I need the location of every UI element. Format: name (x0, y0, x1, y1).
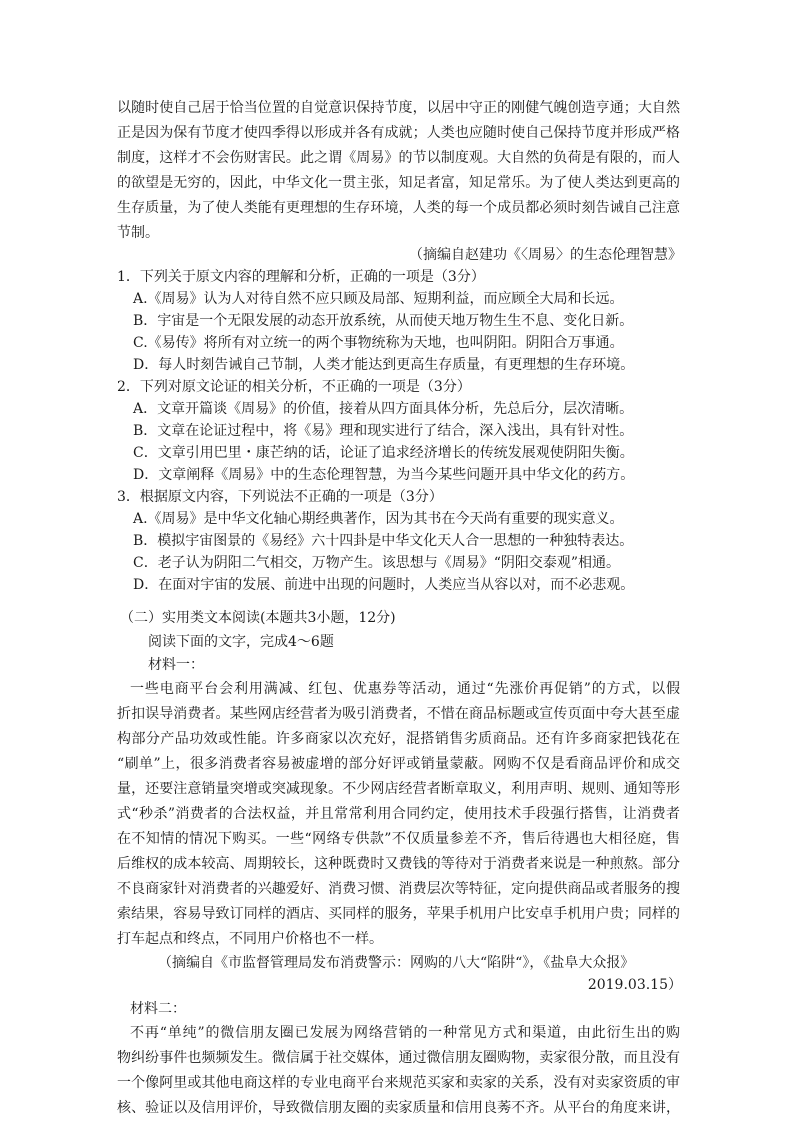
material-line: 折扣误导消费者。某些网店经营者为吸引消费者，不惜在商品标题或宣传页面中夸大甚至虚 (117, 706, 680, 722)
intro-line: 生存质量，为了使人类能有更理想的生存环境，人类的每一个成员都必须时刻告诫自己注意 (117, 200, 680, 216)
material-line: 不再“单纯”的微信朋友圈已发展为网络营销的一种常见方式和渠道，由此衍生出的购 (130, 1025, 680, 1041)
material-line: 一个像阿里或其他电商这样的专业电商平台来规范买家和卖家的关系，没有对卖家资质的审 (117, 1075, 680, 1091)
source-citation: （摘编自《市监督管理局发布消费警示：网购的八大“陷阱“》，《盐阜大众报》 (158, 955, 635, 971)
question-option: B．文章在论证过程中，将《易》理和现实进行了结合，深入浅出，具有针对性。 (133, 423, 634, 439)
material-line: “刷单”上，很多消费者容易被虚增的部分好评或销量蒙蔽。网购不仅是看商品评价和成交 (117, 756, 680, 772)
question-stem: 1．下列关于原文内容的理解和分析，正确的一项是（3分） (117, 269, 485, 285)
intro-line: 节制。 (117, 225, 159, 241)
question-option: A．文章开篇谈《周易》的价值，接着从四方面具体分析，先总后分，层次清晰。 (133, 401, 634, 417)
material-line: 构部分产品功效或性能。许多商家以次充好，混搭销售劣质商品。还有许多商家把钱花在 (117, 731, 680, 747)
material-line: 打车起点和终点，不同用户价格也不一样。 (117, 931, 383, 947)
source-citation: （摘编自赵建功《〈周易〉的生态伦理智慧》 (409, 247, 682, 263)
material-line: 在不知情的情况下购买。一些“网络专供款”不仅质量参差不齐，售后待遇也大相径庭，售 (117, 831, 680, 847)
material-line: 式“秒杀”消费者的合法权益，并且常常利用合同约定，使用技术手段强行搭售，让消费者 (117, 806, 680, 822)
question-option: B．宇宙是一个无限发展的动态开放系统，从而使天地万物生生不息、变化日新。 (133, 313, 634, 329)
material-line: 不良商家针对消费者的兴趣爱好、消费习惯、消费层次等特征，定向提供商品或者服务的搜 (117, 881, 680, 897)
material-line: 核、验证以及信用评价，导致微信朋友圈的卖家质量和信用良莠不齐。从平台的角度来讲， (117, 1100, 680, 1116)
question-option: D．文章阐释《周易》中的生态伦理智慧，为当今某些问题开具中华文化的药方。 (133, 467, 635, 483)
material-line: 物纠纷事件也频频发生。微信属于社交媒体，通过微信朋友圈购物，卖家很分散，而且没有 (117, 1050, 680, 1066)
question-stem: 2．下列对原文论证的相关分析，不正确的一项是（3分） (117, 379, 471, 395)
intro-line: 以随时使自己居于恰当位置的自觉意识保持节度，以居中守正的刚健气魄创造亨通；大自然 (117, 100, 680, 116)
question-stem: 3．根据原文内容，下列说法不正确的一项是（3分） (117, 489, 443, 505)
material-line: 后维权的成本较高、周期较长，这种既费时又费钱的等待对于消费者来说是一种煎熬。部分 (117, 856, 680, 872)
material-line: 索结果，容易导致订同样的酒店、买同样的服务，苹果手机用户比安卓手机用户贵；同样的 (117, 906, 680, 922)
material-label: 材料一： (148, 657, 204, 673)
section-instruction: 阅读下面的文字，完成4～6题 (148, 634, 334, 650)
question-option: B．模拟宇宙图景的《易经》六十四卦是中华文化天人合一思想的一种独特表达。 (133, 533, 634, 549)
material-label: 材料二： (130, 1001, 186, 1017)
question-option: D．每人时刻告诫自己节制，人类才能达到更高生存质量，有更理想的生存环境。 (133, 357, 635, 373)
material-line: 一些电商平台会利用满减、红包、优惠券等活动，通过“先涨价再促销”的方式，以假 (130, 681, 680, 697)
question-option: C．文章引用巴里・康芒纳的话，论证了追求经济增长的传统发展观使阴阳失衡。 (133, 445, 634, 461)
question-option: A.《周易》是中华文化轴心期经典著作，因为其书在今天尚有重要的现实意义。 (133, 511, 624, 527)
section-heading: （二）实用类文本阅读(本题共3小题，12分) (120, 610, 396, 626)
question-option: C．老子认为阴阳二气相交，万物产生。该思想与《周易》“阴阳交泰观”相通。 (133, 555, 621, 571)
source-date: 2019.03.15） (587, 977, 682, 993)
question-option: C.《易传》将所有对立统一的两个事物统称为天地，也叫阴阳。阴阳合万事通。 (133, 335, 624, 351)
question-option: D．在面对宇宙的发展、前进中出现的问题时，人类应当从容以对，而不必悲观。 (133, 577, 635, 593)
material-line: 量，还要注意销量突增或突减现象。不少网店经营者断章取义，利用声明、规则、通知等形 (117, 781, 680, 797)
intro-line: 的欲望是无穷的，因此，中华文化一贯主张，知足者富，知足常乐。为了使人类达到更高的 (117, 175, 680, 191)
intro-line: 制度，这样才不会伤财害民。此之谓《周易》的节以制度观。大自然的负荷是有限的，而人 (117, 150, 680, 166)
question-option: A.《周易》认为人对待自然不应只顾及局部、短期利益，而应顾全大局和长远。 (133, 291, 624, 307)
intro-line: 正是因为保有节度才使四季得以形成并各有成就；人类也应随时使自己保持节度并形成严格 (117, 125, 680, 141)
